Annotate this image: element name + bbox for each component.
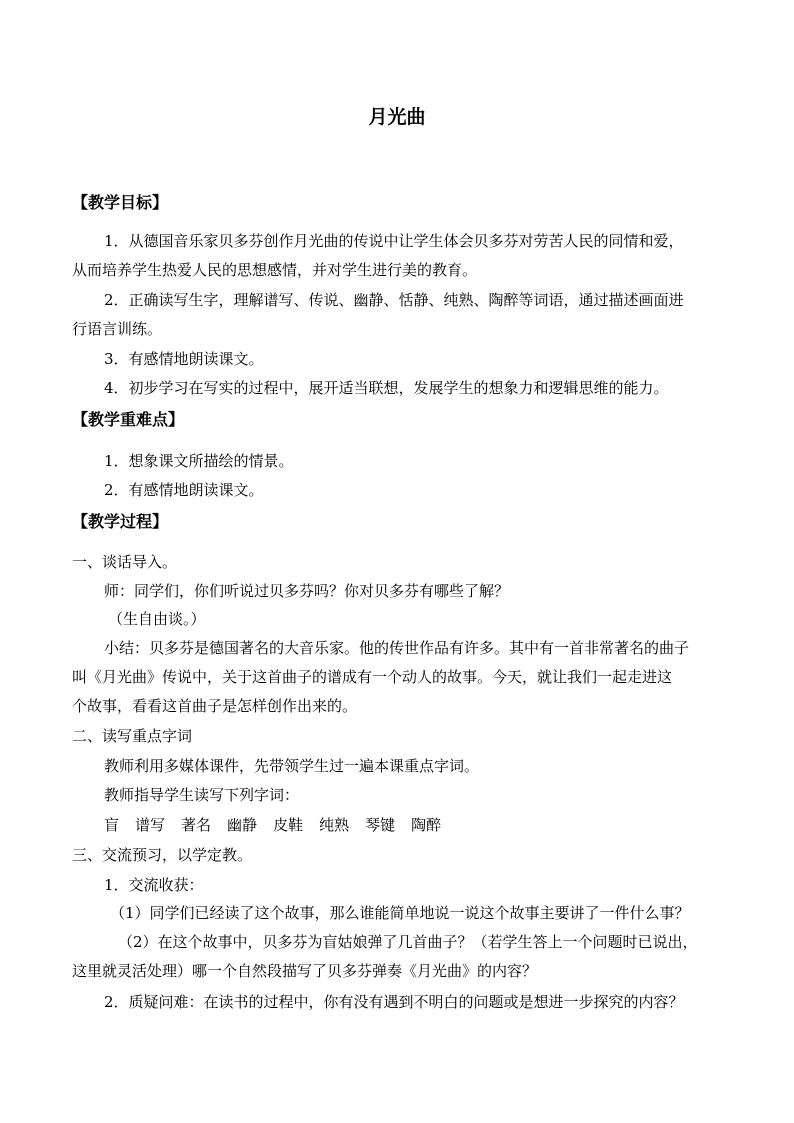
goal-line-3: 3．有感情地朗读课文。 bbox=[104, 350, 264, 368]
part1-line-4: 叫《月光曲》传说中，关于这首曲子的谱成有一个动人的故事。今天，就让我们一起走进这 bbox=[72, 668, 673, 686]
goal-line-2: 2．正确读写生字，理解谱写、传说、幽静、恬静、纯熟、陶醉等词语，通过描述画面进 bbox=[104, 291, 684, 309]
key-heading: 【教学重难点】 bbox=[72, 410, 185, 429]
goals-heading: 【教学目标】 bbox=[72, 193, 169, 212]
word-item: 谱写 bbox=[135, 816, 166, 834]
word-item: 盲 bbox=[104, 816, 120, 834]
page-title: 月光曲 bbox=[368, 106, 426, 128]
word-list bbox=[104, 815, 794, 835]
part3-line-3: （2）在这个故事中，贝多芬为盲姑娘弹了几首曲子？（若学生答上一个问题时已说出， bbox=[118, 933, 698, 951]
key-line-1: 1．想象课文所描绘的情景。 bbox=[104, 452, 294, 470]
part1-title: 一、谈话导入。 bbox=[72, 553, 178, 571]
goal-line-2-cont: 行语言训练。 bbox=[72, 320, 163, 338]
part3-line-5: 2．质疑问难：在读书的过程中，你有没有遇到不明白的问题或是想进一步探究的内容？ bbox=[104, 993, 684, 1011]
word-item: 陶醉 bbox=[411, 816, 442, 834]
word-item: 纯熟 bbox=[319, 816, 350, 834]
process-heading: 【教学过程】 bbox=[72, 512, 169, 531]
part3-line-4: 这里就灵活处理）哪一个自然段描写了贝多芬弹奏《月光曲》的内容？ bbox=[72, 962, 538, 980]
part3-line-1: 1．交流收获： bbox=[104, 876, 204, 894]
part2-title: 二、读写重点字词 bbox=[72, 727, 193, 745]
part1-line-2: （生自由谈。） bbox=[108, 610, 206, 628]
word-item: 皮鞋 bbox=[273, 816, 304, 834]
part1-line-1: 师：同学们，你们听说过贝多芬吗？你对贝多芬有哪些了解？ bbox=[104, 582, 510, 600]
word-item: 幽静 bbox=[227, 816, 258, 834]
part3-line-2: （1）同学们已经读了这个故事，那么谁能简单地说一说这个故事主要讲了一件什么事？ bbox=[110, 904, 690, 922]
word-item: 琴键 bbox=[365, 816, 396, 834]
part2-line-2: 教师指导学生读写下列字词： bbox=[104, 786, 300, 804]
goal-line-1-cont: 从而培养学生热爱人民的思想感情，并对学生进行美的教育。 bbox=[72, 261, 478, 279]
part3-title: 三、交流预习，以学定教。 bbox=[72, 846, 253, 864]
part1-line-5: 个故事，看看这首曲子是怎样创作出来的。 bbox=[72, 697, 358, 715]
part2-line-1: 教师利用多媒体课件，先带领学生过一遍本课重点字词。 bbox=[104, 757, 480, 775]
word-item: 著名 bbox=[181, 816, 212, 834]
goal-line-1: 1．从德国音乐家贝多芬创作月光曲的传说中让学生体会贝多芬对劳苦人民的同情和爱， bbox=[104, 232, 684, 250]
goal-line-4: 4．初步学习在写实的过程中，展开适当联想，发展学生的想象力和逻辑思维的能力。 bbox=[104, 379, 669, 397]
key-line-2: 2．有感情地朗读课文。 bbox=[104, 481, 264, 499]
part1-line-3: 小结：贝多芬是德国著名的大音乐家。他的传世作品有许多。其中有一首非常著名的曲子 bbox=[104, 639, 690, 657]
